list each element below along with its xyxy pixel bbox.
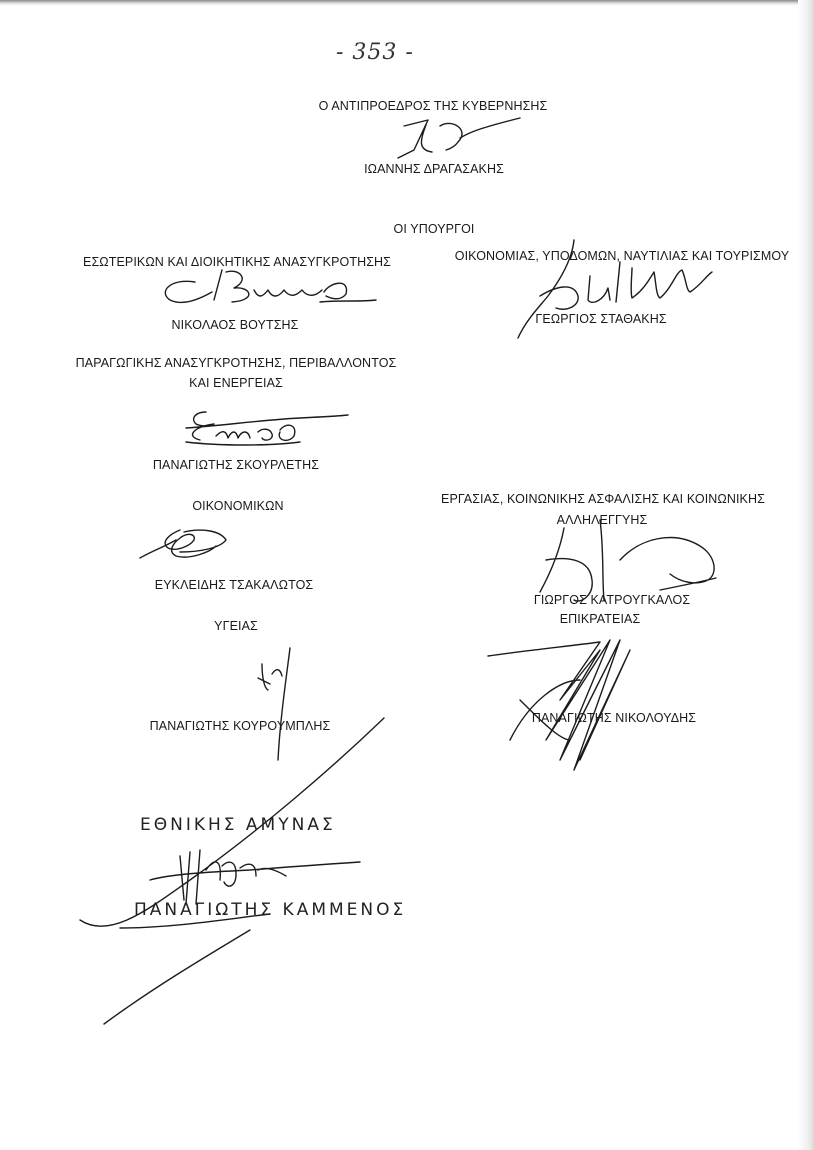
labour-ministry-label-line1: ΕΡΓΑΣΙΑΣ, ΚΟΙΝΩΝΙΚΗΣ ΑΣΦΑΛΙΣΗΣ ΚΑΙ ΚΟΙΝΩΝΙΚΗΣ — [441, 492, 765, 506]
ministers-heading: ΟΙ ΥΠΟΥΡΓΟΙ — [393, 222, 475, 236]
signature-kouroumplis — [258, 648, 290, 760]
vice-president-title: Ο ΑΝΤΙΠΡΟΕΔΡΟΣ ΤΗΣ ΚΥΒΕΡΝΗΣΗΣ — [318, 99, 548, 113]
productive-ministry-label-line1: ΠΑΡΑΓΩΓΙΚΗΣ ΑΝΑΣΥΓΚΡΟΤΗΣΗΣ, ΠΕΡΙΒΑΛΛΟΝΤΟΣ — [75, 356, 397, 370]
labour-ministry-label-line2: ΑΛΛΗΛΕΓΓΥΗΣ — [556, 513, 648, 527]
economy-minister-name: ΓΕΩΡΓΙΟΣ ΣΤΑΘΑΚΗΣ — [535, 312, 667, 326]
productive-minister-name: ΠΑΝΑΓΙΩΤΗΣ ΣΚΟΥΡΛΕΤΗΣ — [152, 458, 320, 472]
interior-minister-name: ΝΙΚΟΛΑΟΣ ΒΟΥΤΣΗΣ — [171, 318, 299, 332]
signature-skourletis — [186, 412, 348, 445]
signature-nikoloudis — [488, 640, 630, 770]
interior-ministry-label: ΕΣΩΤΕΡΙΚΩΝ ΚΑΙ ΔΙΟΙΚΗΤΙΚΗΣ ΑΝΑΣΥΓΚΡΟΤΗΣΗΣ — [83, 255, 391, 269]
labour-minister-name: ΓΙΩΡΓΟΣ ΚΑΤΡΟΥΓΚΑΛΟΣ — [533, 593, 691, 607]
defence-ministry-handwritten: ΕΘΝΙΚΗΣ ΑΜΥΝΑΣ — [140, 815, 336, 835]
finance-minister-name: ΕΥΚΛΕΙΔΗΣ ΤΣΑΚΑΛΩΤΟΣ — [154, 578, 314, 592]
signature-kammenos — [80, 718, 384, 1024]
health-minister-name: ΠΑΝΑΓΙΩΤΗΣ ΚΟΥΡΟΥΜΠΛΗΣ — [149, 719, 331, 733]
economy-ministry-label: ΟΙΚΟΝΟΜΙΑΣ, ΥΠΟΔΟΜΩΝ, ΝΑΥΤΙΛΙΑΣ ΚΑΙ ΤΟΥΡΙΣΜΟΥ — [454, 249, 790, 263]
scan-edge-right — [798, 0, 814, 1150]
signature-voutsis — [165, 270, 376, 302]
productive-ministry-label-line2: ΚΑΙ ΕΝΕΡΓΕΙΑΣ — [189, 376, 283, 390]
state-ministry-label: ΕΠΙΚΡΑΤΕΙΑΣ — [559, 612, 641, 626]
defence-minister-name-handwritten: ΠΑΝΑΓΙΩΤΗΣ ΚΑΜΜΕΝΟΣ — [134, 900, 407, 920]
vice-president-name: ΙΩΑΝΝΗΣ ΔΡΑΓΑΣΑΚΗΣ — [364, 162, 504, 176]
finance-ministry-label: ΟΙΚΟΝΟΜΙΚΩΝ — [192, 499, 284, 513]
signature-tsakalotos — [140, 530, 226, 558]
state-minister-name: ΠΑΝΑΓΙΩΤΗΣ ΝΙΚΟΛΟΥΔΗΣ — [531, 711, 697, 725]
health-ministry-label: ΥΓΕΙΑΣ — [214, 619, 258, 633]
signature-dragasakis — [398, 118, 520, 158]
signature-katrougkalos — [540, 520, 716, 601]
scan-edge-top — [0, 0, 814, 6]
page-number: - 353 - — [336, 40, 414, 65]
